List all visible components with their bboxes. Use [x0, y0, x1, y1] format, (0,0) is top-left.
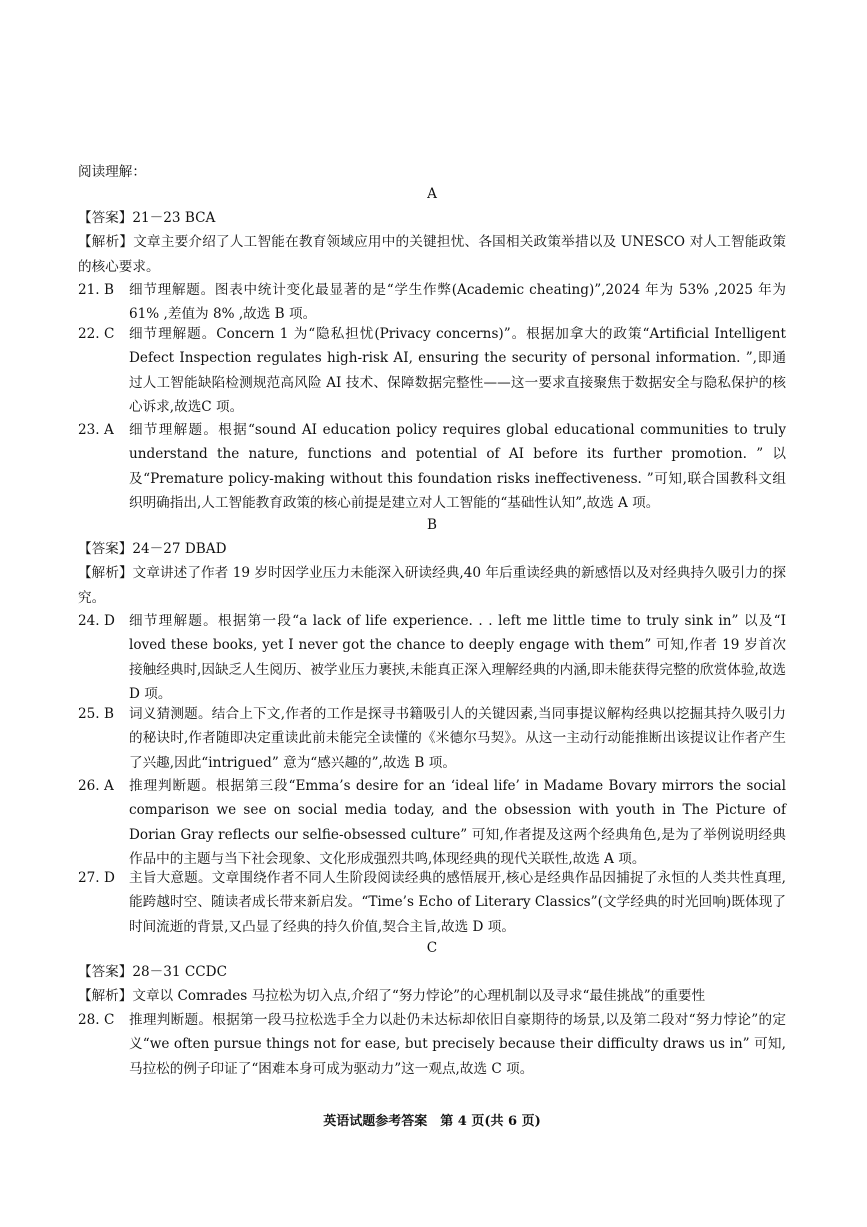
- question-explanation: 细节理解题。Concern 1 为“隐私担忧(Privacy concerns)”。根据加拿大的政策“Artificial Intelligent Defect Inspection regulates high-risk AI, ensuring the security of personal information. ”,即通过人工智能缺陷检测规范高风险 AI 技术、保障数据完整性——这一要求直接聚焦于数据安全与隐私保护的核心诉求,故选C 项。: [129, 326, 786, 415]
- question-explanation: 细节理解题。根据第一段“a lack of life experience. . . left me little time to truly sink in” 以及“I loved these books, yet I never got the chance to deeply engage with them” 可知,作者 19 岁首次接触经典时,因缺乏人生阅历、被学业压力裹挟,未能真正深入理解经典的内涵,即未能获得完整的欣赏体验,故选 D 项。: [129, 613, 786, 702]
- question-explanation: 主旨大意题。文章围绕作者不同人生阶段阅读经典的感悟展开,核心是经典作品因捕捉了永恒的人类共性真理,能跨越时空、随读者成长带来新启发。“Time’s Echo of Literary Classics”(文学经典的时光回响)既体现了时间流逝的背景,又凸显了经典的持久价值,契合主旨,故选 D 项。: [129, 870, 786, 935]
- question-number: 27. D: [78, 870, 115, 886]
- section-b-analysis: 【解析】文章讲述了作者 19 岁时因学业压力未能深入研读经典,40 年后重读经典的新感悟以及对经典持久吸引力的探究。: [78, 565, 786, 606]
- question-explanation: 词义猜测题。结合上下文,作者的工作是探寻书籍吸引人的关键因素,当同事提议解构经典以挖掘其持久吸引力的秘诀时,作者随即决定重读此前未能完全读懂的《米德尔马契》。从这一主动行动能推断出该提议让作者产生了兴趣,因此“intrigued” 意为“感兴趣的”,故选 B 项。: [129, 706, 786, 771]
- section-b-answer: 【答案】24－27 DBAD: [78, 541, 227, 557]
- page-footer: 英语试题参考答案 第 4 页(共 6 页): [323, 1114, 541, 1129]
- section-c-analysis: 【解析】文章以 Comrades 马拉松为切入点,介绍了“努力悖论”的心理机制以及寻求“最佳挑战”的重要性: [78, 988, 706, 1004]
- question-number: 25. B: [78, 706, 114, 722]
- section-letter-c: C: [426, 940, 438, 956]
- section-a-analysis: 【解析】文章主要介绍了人工智能在教育领域应用中的关键担忧、各国相关政策举措以及 UNESCO 对人工智能政策的核心要求。: [78, 234, 786, 275]
- question-number: 26. A: [78, 778, 114, 794]
- question-number: 23. A: [78, 422, 114, 438]
- section-letter-b: B: [427, 517, 437, 533]
- question-number: 28. C: [78, 1012, 115, 1028]
- section-letter-a: A: [427, 186, 437, 202]
- reading-heading: 阅读理解：: [78, 164, 146, 180]
- question-explanation: 细节理解题。图表中统计变化最显著的是“学生作弊(Academic cheating)”,2024 年为 53% ,2025 年为 61% ,差值为 8% ,故选 B 项。: [129, 282, 786, 323]
- section-a-answer: 【答案】21－23 BCA: [78, 210, 216, 226]
- question-explanation: 推理判断题。根据第三段“Emma’s desire for an ‘ideal life’ in Madame Bovary mirrors the social comparison we see on social media today, and the obsession with youth in The Picture of Dorian Gray reflects our selfie-obsessed culture” 可知,作者提及这两个经典角色,是为了举例说明经典作品中的主题与当下社会现象、文化形成强烈共鸣,体现经典的现代关联性,故选 A 项。: [129, 778, 786, 867]
- question-number: 22. C: [78, 326, 115, 342]
- question-explanation: 细节理解题。根据“sound AI education policy requires global educational communities to truly understand the nature, functions and potential of AI before its further promotion. ” 以及“Premature policy-making without this foundation risks ineffectiveness. ”可知,联合国教科文组织明确指出,人工智能教育政策的核心前提是建立对人工智能的“基础性认知”,故选 A 项。: [129, 422, 786, 511]
- question-number: 24. D: [78, 613, 115, 629]
- question-number: 21. B: [78, 282, 114, 298]
- question-explanation: 推理判断题。根据第一段马拉松选手全力以赴仍未达标却依旧自豪期待的场景,以及第二段对“努力悖论”的定义“we often pursue things not for ease, but precisely because their difficulty draws us in” 可知,马拉松的例子印证了“困难本身可成为驱动力”这一观点,故选 C 项。: [129, 1012, 786, 1077]
- section-c-answer: 【答案】28－31 CCDC: [78, 964, 227, 980]
